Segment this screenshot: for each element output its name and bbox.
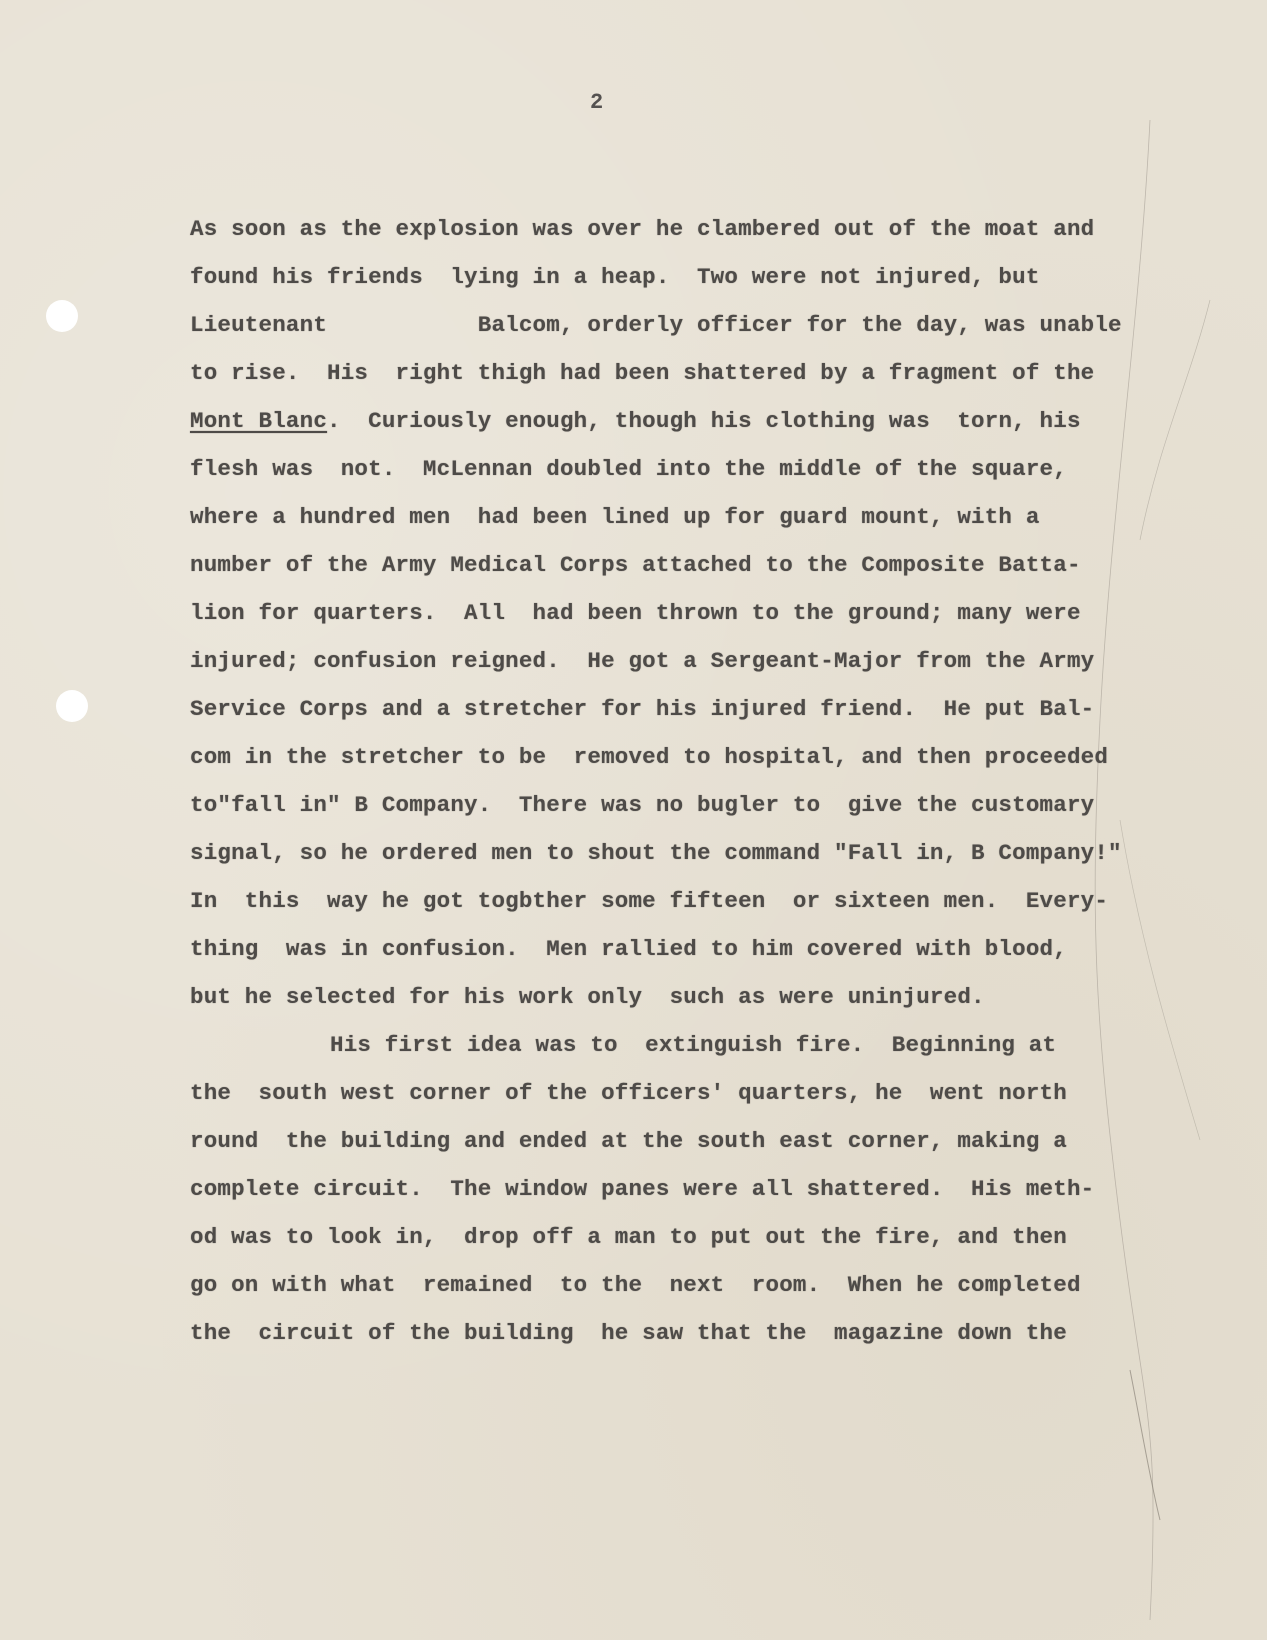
text-line	[190, 349, 1170, 397]
line-text: com in the stretcher to be removed to hospital, and then proceeded	[190, 744, 1109, 770]
text-line	[190, 205, 1170, 253]
line-text: thing was in confusion. Men rallied to him covered with blood,	[190, 936, 1067, 962]
text-line	[190, 1213, 1170, 1261]
line-text: the south west corner of the officers' quarters, he went north	[190, 1080, 1067, 1106]
line-text: to"fall in" B Company. There was no bugler to give the customary	[190, 792, 1095, 818]
line-text: His first idea was to extinguish fire. Beginning at	[330, 1032, 1057, 1058]
line-text: . Curiously enough, though his clothing was torn, his	[327, 408, 1081, 434]
text-line	[190, 493, 1170, 541]
punch-hole-top	[46, 300, 78, 332]
line-text: Service Corps and a stretcher for his injured friend. He put Bal-	[190, 696, 1095, 722]
line-text: complete circuit. The window panes were all shattered. His meth-	[190, 1176, 1095, 1202]
line-text: where a hundred men had been lined up for guard mount, with a	[190, 504, 1040, 530]
line-text: found his friends lying in a heap. Two were not injured, but	[190, 264, 1040, 290]
line-text: number of the Army Medical Corps attached to the Composite Batta-	[190, 552, 1081, 578]
text-line	[190, 541, 1170, 589]
line-text: injured; confusion reigned. He got a Sergeant-Major from the Army	[190, 648, 1095, 674]
line-text: flesh was not. McLennan doubled into the middle of the square,	[190, 456, 1067, 482]
scan-border	[0, 1640, 1267, 1644]
line-text: od was to look in, drop off a man to put out the fire, and then	[190, 1224, 1067, 1250]
text-line	[190, 1261, 1170, 1309]
line-text: signal, so he ordered men to shout the command "Fall in, B Company!"	[190, 840, 1122, 866]
line-text: lion for quarters. All had been thrown to the ground; many were	[190, 600, 1081, 626]
line-text: but he selected for his work only such as were uninjured.	[190, 984, 985, 1010]
text-line	[190, 1309, 1170, 1357]
line-text: to rise. His right thigh had been shattered by a fragment of the	[190, 360, 1095, 386]
text-line	[190, 445, 1170, 493]
text-line	[190, 829, 1170, 877]
text-line	[190, 877, 1170, 925]
text-line	[190, 253, 1170, 301]
text-line	[190, 973, 1170, 1021]
page-number: 2	[590, 90, 604, 115]
line-text: As soon as the explosion was over he clambered out of the moat and	[190, 216, 1095, 242]
text-line	[190, 925, 1170, 973]
line-text: In this way he got togbther some fifteen or sixteen men. Every-	[190, 888, 1109, 914]
text-line	[190, 1117, 1170, 1165]
text-line	[190, 301, 1170, 349]
line-text: round the building and ended at the south east corner, making a	[190, 1128, 1067, 1154]
underlined-ship-name: Mont Blanc	[190, 408, 328, 434]
typewritten-body	[190, 205, 1170, 1357]
text-line	[190, 589, 1170, 637]
line-text: the circuit of the building he saw that the magazine down the	[190, 1320, 1067, 1346]
text-line	[190, 685, 1170, 733]
text-line	[190, 781, 1170, 829]
line-text: Lieutenant Balcom, orderly officer for the day, was unable	[190, 312, 1122, 338]
text-line	[190, 1021, 1170, 1069]
text-line	[190, 1069, 1170, 1117]
line-text: go on with what remained to the next room. When he completed	[190, 1272, 1081, 1298]
text-line	[190, 637, 1170, 685]
text-line	[190, 733, 1170, 781]
punch-hole-middle	[56, 690, 88, 722]
text-line	[190, 1165, 1170, 1213]
text-line	[190, 397, 1170, 445]
